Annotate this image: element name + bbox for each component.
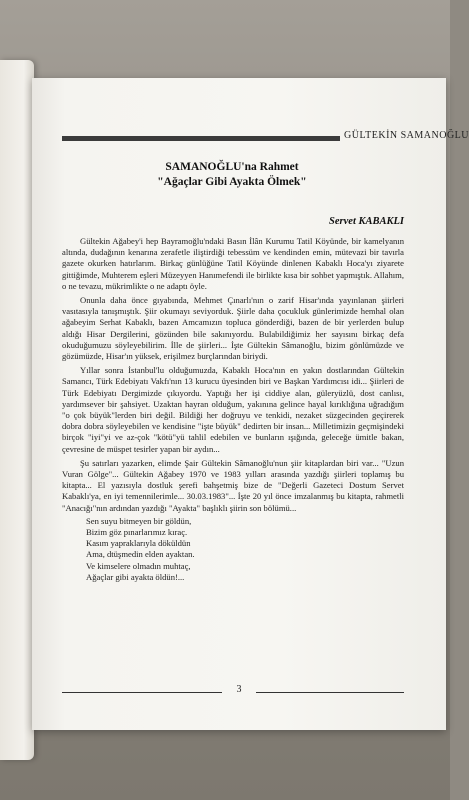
running-header-author: GÜLTEKİN SAMANOĞLU [344, 130, 469, 141]
page-content [62, 78, 469, 730]
poem-excerpt [86, 516, 404, 583]
poem-line: Kasım yapraklarıyla döküldün [86, 538, 191, 549]
title-line-2: "Ağaçlar Gibi Ayakta Ölmek" [157, 176, 307, 188]
poem-line: Sen suyu bitmeyen bir göldün, [86, 515, 192, 526]
paragraph: Gültekin Ağabey'i hep Bayramoğlu'ndaki Basın İlân Kurumu Tatil Köyünde, bir kamelyanın altında, dudağının kenarına zerafetle iliştirdiği tebessüm ve kendinden emin, mütevazi bir tavırla gazete okurken hatırlarım. Birkaç günlüğüne Tatil Köyünde dinlenen Kabaklı Hoca'yı ziyarete gittiğimde, Muhterem eşleri Müzeyyen Hanımefendi ile birlikte kısa bir sohbet yapmıştık. Allahım, o ne tevazu, mükrimlikte o ne adaptı öyle. [62, 236, 404, 291]
poem-line: Ve kimselere olmadın muhtaç, [86, 560, 191, 571]
header-rule [62, 136, 340, 141]
article-body [62, 236, 404, 583]
poem-line: Ağaçlar gibi ayakta öldün!... [86, 571, 185, 582]
title-line-1: SAMANOĞLU'na Rahmet [165, 161, 299, 173]
paragraph: Şu satırları yazarken, elimde Şair Gültekin Sâmanoğlu'nun şiir kitaplardan biri var... "Uzun Vuran Gölge"... Gültekin Ağabey 1970 ve 1983 yılları arasında yazdığı şiirleri toplamış bu kitapta... El yazısıyla dostluk şerefi bahşetmiş bize de "Değerli Gazeteci Dostum Servet Kabaklı'ya, en iyi temennilerimle... 30.03.1983"... İşte 20 yıl önce imzalanmış bu kitapta, rahmetli "Anacığı"nın ardından yazdığı "Ayakta" başlıklı şiirin son bölümü... [62, 457, 404, 513]
paragraph: Yıllar sonra İstanbul'lu olduğumuzda, Kabaklı Hoca'nın en yakın dostlarından Gültekin Samancı, Türk Edebiyatı Vakfı'nın 13 kurucu üyesinden biri ve Başkan Yardımcısı idi... Şiirleri de Türk Edebiyatı Dergimizde çıkıyordu. Yaptığı her işi ciddiye alan, güleryüzlü, dost canlısı, yardımsever bir şahsiyet. Uzaktan hayran olduğum, yakınına gelince hayal kırıklığına uğradığım "o çok büyük"lerden biri değil. Bildiği her doğruyu ve tenkidi, nezaket süzgecinden geçirerek dobra dobra söyleyebilen ve kendisine "işte büyük" dedirten bir insan... Milletimizin geçmişindeki birçok "iyi"yi ve az-çok "kötü"yü tahlil edebilen ve bunların ışığında, geleceğe ümitle bakan, çevresine de müspet tesirler yapan bir aydın... [62, 365, 404, 454]
byline: Servet KABAKLI [329, 216, 404, 227]
footer-rule-left [62, 692, 222, 693]
poem-line: Ama, dtüşmedin elden ayaktan. [86, 549, 195, 560]
page-number: 3 [236, 684, 242, 695]
article-title [62, 160, 402, 190]
paragraph: Onunla daha önce gıyabında, Mehmet Çınarlı'nın o zarif Hisar'ında yayınlanan şiirleri vasıtasıyla tanışmıştık. Şiir okumayı seviyorduk. Şiirle daha çocukluk günlerimizde hemhal olan ağabeyim Serhat Kabaklı, bazen Amcamızın topluca gönderdiği, bazen de bir yerlerden bulup aldığı Hisar Dergilerini, gözünden bile sakınıyordu. Bulabildiğimiz her sayısını birkaç defa okuduğumuzu söyleyebilirim. İlle de şiirleri... İşte Gültekin Sâmanoğlu, bizim gönlümüzde ve gözümüzde, Hisar'ın yüksek, erişilmez burçlarından biriydi. [62, 295, 404, 362]
book-page [32, 78, 469, 730]
adjacent-book-edge [0, 60, 34, 760]
footer-rule-right [256, 692, 404, 693]
poem-line: Bizim göz pınarlarımız kıraç. [86, 527, 188, 538]
